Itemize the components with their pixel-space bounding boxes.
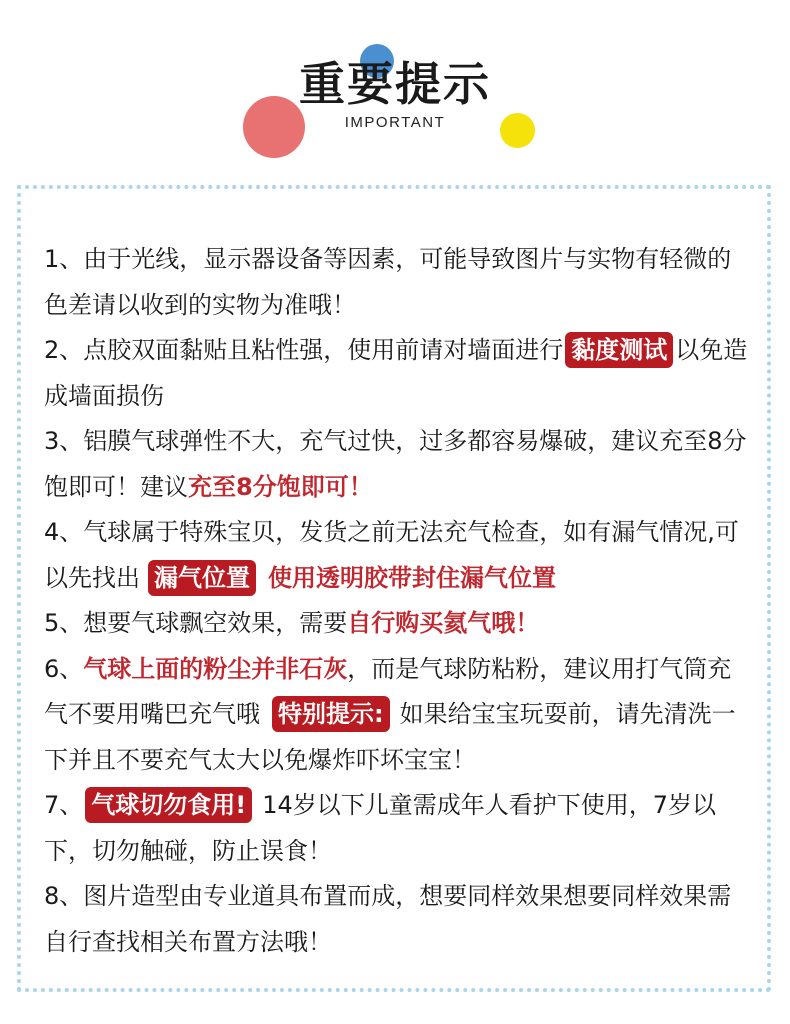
note-6-number: 6、: [44, 654, 84, 683]
note-item-2: [44, 328, 754, 419]
note-item-3: [44, 419, 754, 510]
note-item-1: [44, 237, 754, 328]
note-7-text: 14岁以下儿童需成年人看护下使用，7岁以下，切勿触碰，防止误食！: [44, 791, 717, 865]
note-2-highlight-badge: 黏度测试: [565, 332, 673, 368]
note-5-text: 5、想要气球飘空效果，需要: [44, 609, 348, 637]
notes-list: [44, 237, 754, 965]
note-3-red-text: 充至8分饱即可！: [188, 472, 373, 501]
note-7-highlight-badge: 气球切勿食用!: [85, 787, 252, 823]
note-1-text: 1、由于光线，显示器设备等因素，可能导致图片与实物有轻微的色差请以收到的实物为准哦！: [44, 245, 732, 319]
note-5-red-text: 自行购买氦气哦！: [347, 609, 540, 637]
note-6-red-text: 气球上面的粉尘并非石灰: [83, 654, 348, 683]
note-4-red-text: 使用透明胶带封住漏气位置: [268, 563, 556, 592]
note-item-5: [44, 601, 754, 647]
header: [0, 0, 790, 180]
note-item-7: [44, 783, 754, 874]
note-4-highlight-badge: 漏气位置: [148, 560, 256, 596]
page-title: 重要提示: [299, 57, 491, 111]
note-2-text-end: 以免造成墙面损伤: [44, 336, 748, 410]
note-item-6: [44, 647, 754, 784]
note-2-text: 2、点胶双面黏贴且粘性强，使用前请对墙面进行: [44, 336, 564, 364]
note-8-text: 8、图片造型由专业道具布置而成，想要同样效果想要同样效果需自行查找相关布置方法哦！: [44, 882, 732, 956]
note-item-4: [44, 510, 754, 601]
note-3-text: 3、铝膜气球弹性不大，充气过快，过多都容易爆破，建议充至8分饱即可！建议: [44, 427, 747, 501]
note-6-highlight-badge: 特别提示:: [272, 696, 390, 732]
note-4-text: 4、气球属于特殊宝贝，发货之前无法充气检查，如有漏气情况,可以先找出: [44, 518, 739, 592]
note-7-number: 7、: [44, 791, 84, 819]
note-6-text: ，而是气球防粘粉，建议用打气筒充气不要用嘴巴充气哦: [44, 654, 732, 728]
note-6-text-end: 如果给宝宝玩耍前，请先清洗一下并且不要充气太大以免爆炸吓坏宝宝！: [44, 700, 736, 774]
page-subtitle: IMPORTANT: [344, 114, 446, 131]
note-item-8: [44, 874, 754, 965]
